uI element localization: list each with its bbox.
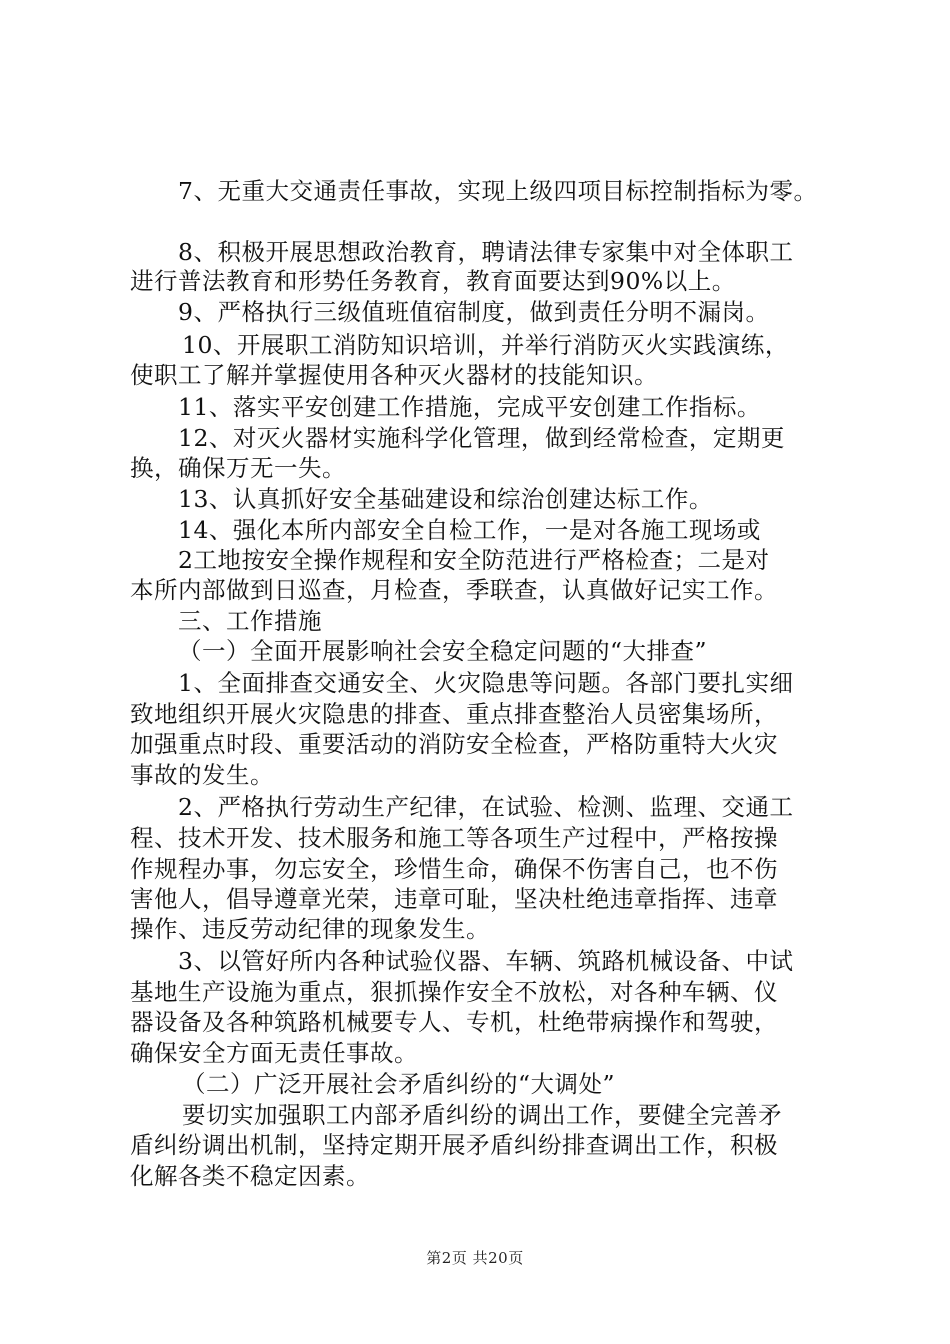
paragraph-line: 本所内部做到日巡查，月检查，季联查，认真做好记实工作。: [130, 576, 778, 604]
paragraph-line: 7、无重大交通责任事故，实现上级四项目标控制指标为零。: [178, 177, 818, 205]
paragraph-line: 9、严格执行三级值班值宿制度，做到责任分明不漏岗。: [178, 298, 770, 326]
paragraph-line: 致地组织开展火灾隐患的排查、重点排查整治人员密集场所，: [130, 700, 778, 728]
paragraph-line: 14、强化本所内部安全自检工作，一是对各施工现场或: [178, 516, 761, 544]
paragraph-line: 2、严格执行劳动生产纪律，在试验、检测、监理、交通工: [178, 793, 794, 821]
paragraph-line: 12、对灭火器材实施科学化管理，做到经常检查，定期更: [178, 424, 785, 452]
paragraph-line: 化解各类不稳定因素。: [130, 1162, 370, 1190]
paragraph-line: 换，确保万无一失。: [130, 454, 346, 482]
page-footer: 第2页 共20页: [426, 1249, 524, 1267]
paragraph-line: 8、积极开展思想政治教育，聘请法律专家集中对全体职工: [178, 238, 794, 266]
paragraph-line: 作规程办事，勿忘安全，珍惜生命，确保不伤害自己，也不伤: [130, 855, 778, 883]
paragraph-line: 1、全面排查交通安全、火灾隐患等问题。各部门要扎实细: [178, 669, 794, 697]
paragraph-line: 进行普法教育和形势任务教育，教育面要达到90%以上。: [130, 267, 736, 295]
paragraph-line: 使职工了解并掌握使用各种灭火器材的技能知识。: [130, 361, 658, 389]
paragraph-line: 13、认真抓好安全基础建设和综治创建达标工作。: [178, 485, 713, 513]
paragraph-line: 10、开展职工消防知识培训，并举行消防灭火实践演练，: [182, 331, 789, 359]
paragraph-line: 盾纠纷调出机制，坚持定期开展矛盾纠纷排查调出工作，积极: [130, 1131, 778, 1159]
section-heading: 三、工作措施: [178, 607, 322, 635]
paragraph-line: 基地生产设施为重点，狠抓操作安全不放松，对各种车辆、仪: [130, 978, 778, 1006]
paragraph-line: 11、落实平安创建工作措施，完成平安创建工作指标。: [178, 393, 761, 421]
paragraph-line: 程、技术开发、技术服务和施工等各项生产过程中，严格按操: [130, 824, 778, 852]
subsection-heading: （二）广泛开展社会矛盾纠纷的“大调处”: [182, 1070, 616, 1098]
paragraph-line: 确保安全方面无责任事故。: [130, 1039, 418, 1067]
paragraph-line: 2工地按安全操作规程和安全防范进行严格检查；二是对: [178, 546, 770, 574]
paragraph-line: 要切实加强职工内部矛盾纠纷的调出工作，要健全完善矛: [182, 1101, 782, 1129]
subsection-heading: （一）全面开展影响社会安全稳定问题的“大排查”: [178, 637, 708, 665]
paragraph-line: 加强重点时段、重要活动的消防安全检查，严格防重特大火灾: [130, 730, 778, 758]
paragraph-line: 器设备及各种筑路机械要专人、专机，杜绝带病操作和驾驶，: [130, 1008, 778, 1036]
paragraph-line: 事故的发生。: [130, 761, 274, 789]
paragraph-line: 害他人，倡导遵章光荣，违章可耻，坚决杜绝违章指挥、违章: [130, 885, 778, 913]
paragraph-line: 操作、违反劳动纪律的现象发生。: [130, 915, 490, 943]
paragraph-line: 3、以管好所内各种试验仪器、车辆、筑路机械设备、中试: [178, 947, 794, 975]
